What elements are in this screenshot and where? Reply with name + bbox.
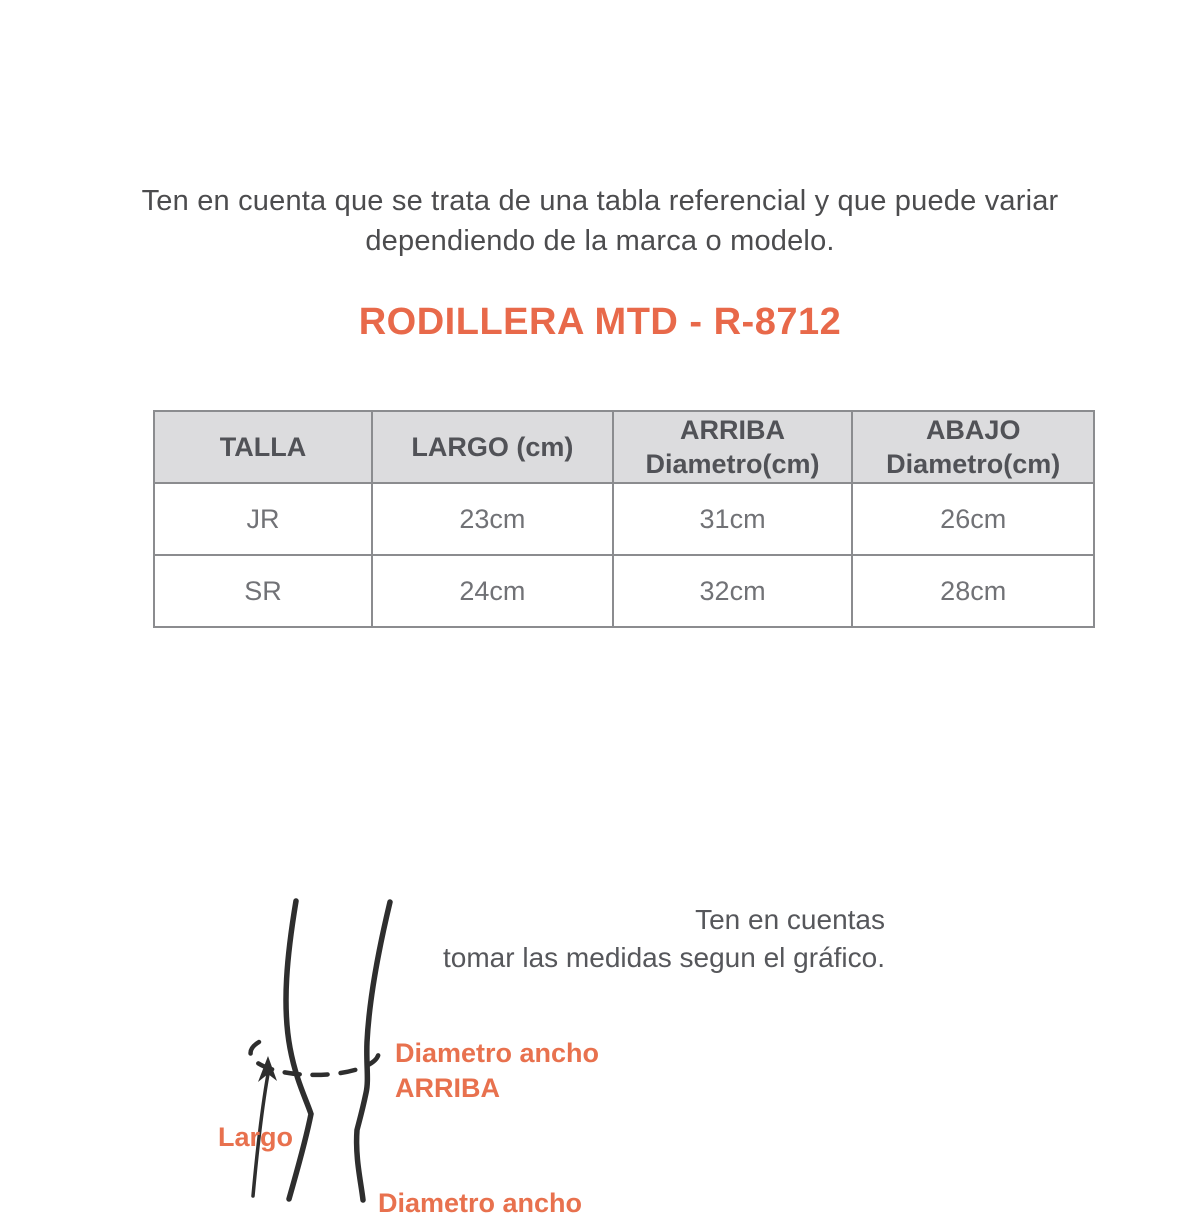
diameter-dashed-ellipse	[251, 1042, 379, 1075]
measurement-note-line2: tomar las medidas segun el gráfico.	[443, 942, 885, 973]
cell-jr-arriba: 31cm	[613, 483, 853, 555]
header-arriba-line1: ARRIBA	[680, 415, 786, 445]
header-cell-arriba	[613, 411, 853, 483]
label-largo: Largo	[218, 1122, 294, 1152]
leg-outline-right	[357, 902, 390, 1200]
intro-text	[0, 181, 1200, 261]
cell-jr-talla: JR	[154, 483, 372, 555]
measurement-note	[443, 901, 885, 977]
size-table	[153, 410, 1095, 628]
size-table-header-row	[154, 411, 1094, 483]
length-arrow-head	[258, 1056, 277, 1082]
cell-sr-largo: 24cm	[372, 555, 613, 627]
cell-sr-abajo: 28cm	[852, 555, 1094, 627]
header-arriba-line2: Diametro(cm)	[645, 449, 820, 479]
header-cell-abajo	[852, 411, 1094, 483]
label-diameter-arriba	[395, 1036, 599, 1106]
label-diameter-arriba-line2: ARRIBA	[395, 1073, 500, 1103]
header-talla-line1: TALLA	[219, 432, 307, 462]
cell-sr-arriba: 32cm	[613, 555, 853, 627]
table-row-sr	[154, 555, 1094, 627]
intro-text-line1: Ten en cuenta que se trata de una tabla referencial y que puede variar	[141, 185, 1059, 217]
header-cell-largo	[372, 411, 613, 483]
cell-jr-abajo: 26cm	[852, 483, 1094, 555]
cell-jr-largo: 23cm	[372, 483, 613, 555]
label-diameter-abajo-partial: Diametro ancho	[378, 1188, 583, 1218]
table-row-jr	[154, 483, 1094, 555]
header-abajo-line2: Diametro(cm)	[886, 449, 1061, 479]
header-cell-talla	[154, 411, 372, 483]
product-title: RODILLERA MTD - R-8712	[358, 301, 842, 343]
measurement-note-line1: Ten en cuentas	[695, 904, 885, 935]
label-diameter-arriba-line1: Diametro ancho	[395, 1038, 600, 1068]
header-largo-line1: LARGO (cm)	[411, 432, 574, 462]
cell-sr-talla: SR	[154, 555, 372, 627]
intro-text-line2: dependiendo de la marca o modelo.	[365, 225, 835, 257]
header-abajo-line1: ABAJO	[925, 415, 1021, 445]
